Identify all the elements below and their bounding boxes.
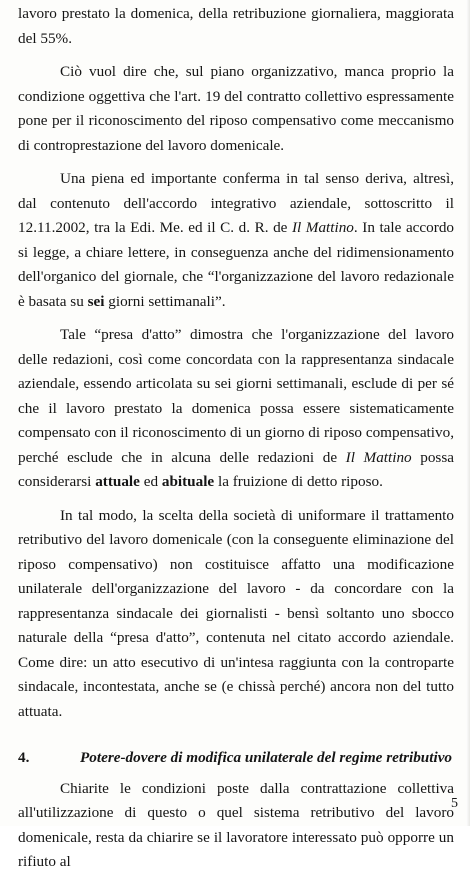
- emphasis-abituale: abituale: [161, 473, 215, 490]
- paragraph-organizzazione: Ciò vuol dire che, sul piano organizzativo, manca proprio la condizione oggettiva che l'art. 19 del contratto collettivo espressamente pone per il riconoscimento del riposo compensativo come meccanismo di controprestazione del lavoro domenicale.: [18, 63, 454, 154]
- emphasis-sei: sei: [87, 292, 105, 310]
- paragraph-chiarite: Chiarite le condizioni poste dalla contrattazione collettiva all'utilizzazione di questo o quel sistema retributivo del lavoro domenicale, resta da chiarire se il lavoratore interessato può opporre un rifiuto al: [18, 779, 454, 870]
- section-title: Potere-dovere di modifica unilaterale del regime retributivo: [80, 749, 453, 766]
- paragraph-continuation: lavoro prestato la domenica, della retribuzione giornaliera, maggiorata del 55%.: [18, 5, 454, 47]
- paragraph-scelta-societa: In tal modo, la scelta della società di uniformare il trattamento retributivo del lavoro domenicale (con la conseguente eliminazione del riposo compensativo) non costituisce affatto una modificazione unilaterale dell'organizzazione del lavoro - da concordare con la rappresentanza sindacale dei giornalisti - bensì soltanto uno sbocco naturale della “presa d'atto”, contenuta nel citato accordo aziendale. Come dire: un atto esecutivo di un'intesa raggiunta con la controparte sindacale, incontestata, anche se (e chissà perché) ancora non del tutto attuata.: [18, 506, 454, 720]
- paragraph-conferma-text-a: Una piena ed importante conferma in tal senso deriva, altresì, dal contenuto dell'accordo integrativo aziendale, sottoscritto il 12.11.2002, tra la Edi. Me. ed il C. d. R. de: [18, 170, 454, 236]
- paragraph-conferma-text-c: . In tale accordo si legge, a chiare lettere, in conseguenza anche del ridimensionamento dell'organico del giornale, che “l'organizzazione del lavoro redazionale è basata su: [18, 219, 455, 310]
- emphasis-attuale: attuale: [95, 473, 140, 490]
- section-heading: [18, 746, 454, 771]
- paragraph-presa-atto-text-g: la fruizione di detto riposo.: [214, 473, 383, 490]
- scan-edge: [466, 0, 470, 826]
- paragraph-presa-atto-text-e: ed: [139, 473, 162, 490]
- body-text: [18, 2, 454, 885]
- section-number: 4.: [18, 749, 30, 766]
- newspaper-name: Il Mattino: [345, 448, 412, 466]
- newspaper-name: Il Mattino: [291, 219, 354, 236]
- paragraph-presa-atto: [18, 323, 454, 495]
- paragraph-conferma: [18, 167, 454, 314]
- paragraph-presa-atto-text-c: possa considerarsi: [18, 448, 454, 490]
- page-number: 5: [451, 796, 458, 811]
- paragraph-presa-atto-text-a: Tale “presa d'atto” dimostra che l'organizzazione del lavoro delle redazioni, così come concordata con la rappresentanza sindacale aziendale, essendo articolata su sei giorni settimanali, esclude di per sé che il lavoro prestato la domenica possa essere sistematicamente compensato con il riconoscimento di un giorno di riposo compensativo, perché esclude che in alcuna delle redazioni de: [18, 326, 454, 466]
- paragraph-conferma-text-e: giorni settimanali”.: [104, 292, 226, 310]
